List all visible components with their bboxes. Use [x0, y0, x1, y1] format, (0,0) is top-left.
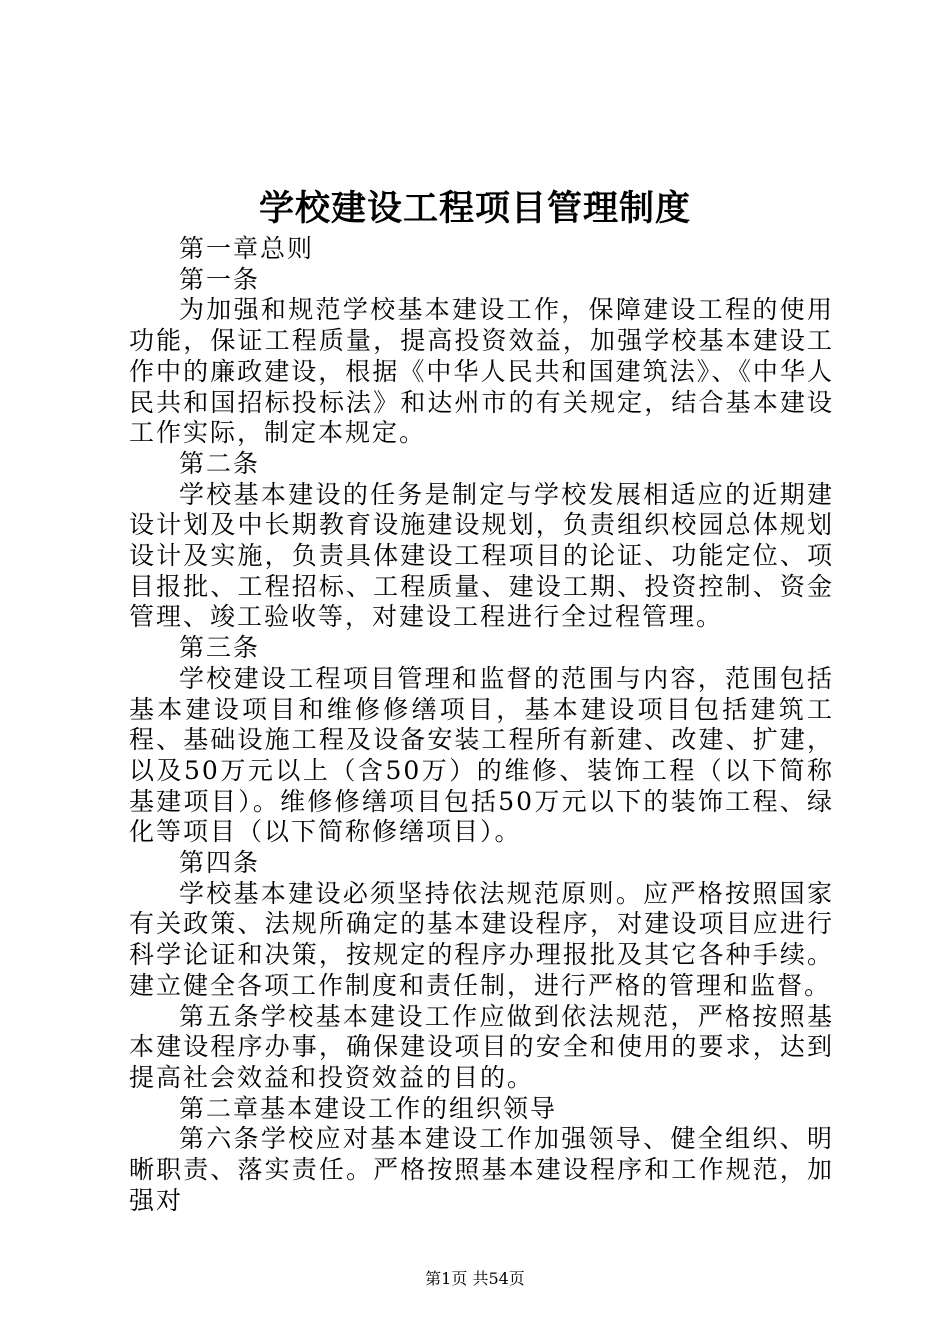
page-number-footer: 第1页 共54页 — [425, 1269, 525, 1288]
document-title: 学校建设工程项目管理制度 — [258, 188, 691, 229]
body-paragraph: 第五条学校基本建设工作应做到依法规范，严格按照基本建设程序办事，确保建设项目的安全和使用的要求，达到提高社会效益和投资效益的目的。 — [129, 1001, 834, 1092]
chapter-heading: 第一章总则 — [179, 234, 315, 263]
body-paragraph: 学校基本建设的任务是制定与学校发展相适应的近期建设计划及中长期教育设施建设规划，负责组织校园总体规划设计及实施，负责具体建设工程项目的论证、功能定位、项目报批、工程招标、工程质量、建设工期、投资控制、资金管理、竣工验收等，对建设工程进行全过程管理。 — [129, 479, 834, 632]
body-paragraph: 为加强和规范学校基本建设工作，保障建设工程的使用功能，保证工程质量，提高投资效益，加强学校基本建设工作中的廉政建设，根据《中华人民共和国建筑法》、《中华人民共和国招标投标法》和达州市的有关规定，结合基本建设工作实际，制定本规定。 — [129, 295, 834, 448]
article-heading: 第四条 — [179, 848, 261, 878]
document-body — [129, 234, 834, 1217]
body-paragraph: 学校建设工程项目管理和监督的范围与内容，范围包括基本建设项目和维修修缮项目，基本建设项目包括建筑工程、基础设施工程及设备安装工程所有新建、改建、扩建，以及50万元以上（含50万）的维修、装饰工程（以下简称基建项目）。维修修缮项目包括50万元以下的装饰工程、绿化等项目（以下简称修缮项目）。 — [129, 663, 834, 847]
article-heading: 第二条 — [179, 448, 261, 478]
chapter-heading: 第二章基本建设工作的组织领导 — [179, 1093, 558, 1123]
article-heading: 第一条 — [179, 264, 261, 294]
body-paragraph: 第六条学校应对基本建设工作加强领导、健全组织、明晰职责、落实责任。严格按照基本建设程序和工作规范，加强对 — [129, 1124, 834, 1215]
body-paragraph: 学校基本建设必须坚持依法规范原则。应严格按照国家有关政策、法规所确定的基本建设程序，对建设项目应进行科学论证和决策，按规定的程序办理报批及其它各种手续。建立健全各项工作制度和责任制，进行严格的管理和监督。 — [129, 878, 834, 1000]
article-heading: 第三条 — [179, 633, 261, 663]
